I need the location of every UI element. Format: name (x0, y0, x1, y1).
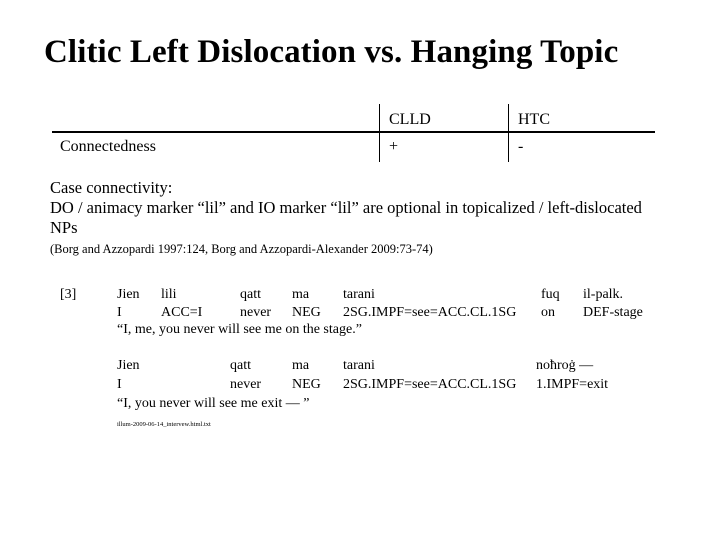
table-header-rule (52, 131, 655, 133)
table-row-label: Connectedness (60, 138, 156, 155)
table-header-htc: HTC (518, 111, 550, 128)
example-source: illum-2009-06-14_intervew.html.txt (117, 421, 211, 428)
example-b-gloss: never (230, 377, 262, 392)
example-b-gloss: 2SG.IMPF=see=ACC.CL.1SG (343, 377, 517, 392)
example-b-word: tarani (343, 358, 375, 373)
slide-title: Clitic Left Dislocation vs. Hanging Topic (44, 34, 619, 70)
table-column-divider (379, 104, 380, 162)
example-b-gloss: 1.IMPF=exit (536, 377, 609, 392)
example-b-word: ma (292, 358, 310, 373)
example-a-word: tarani (343, 287, 375, 302)
example-b-word: qatt (230, 358, 251, 373)
case-connectivity-heading: Case connectivity: (50, 178, 173, 197)
example-a-gloss: I (117, 305, 122, 320)
example-a-word: Jien (117, 287, 140, 302)
case-connectivity-body: DO / animacy marker “lil” and IO marker “lil” are optional in topicalized / left-dislocated NPs (50, 198, 642, 237)
example-a-word: il-palk. (583, 287, 624, 302)
example-a-gloss: on (541, 305, 555, 320)
example-b-translation: “I, you never will see me exit — ” (117, 396, 310, 411)
table-header-clld: CLLD (389, 111, 431, 128)
example-a-word: ma (292, 287, 310, 302)
example-a-gloss: NEG (292, 305, 321, 320)
example-a-gloss: DEF-stage (583, 305, 643, 320)
example-a-word: fuq (541, 287, 560, 302)
example-a-word: qatt (240, 287, 261, 302)
citation: (Borg and Azzopardi 1997:124, Borg and Azzopardi-Alexander 2009:73-74) (50, 242, 433, 256)
example-a-word: lili (161, 287, 177, 302)
example-b-word: Jien (117, 358, 140, 373)
example-a-gloss: 2SG.IMPF=see=ACC.CL.1SG (343, 305, 517, 320)
case-connectivity-text (50, 178, 650, 238)
table-cell-htc: - (518, 138, 524, 155)
example-b-word: noħroġ — (536, 358, 594, 373)
table-column-divider (508, 104, 509, 162)
example-b-gloss: NEG (292, 377, 321, 392)
example-b-gloss: I (117, 377, 122, 392)
table-cell-clld: + (389, 138, 399, 155)
example-a-gloss: never (240, 305, 272, 320)
example-a-translation: “I, me, you never will see me on the stage.” (117, 322, 362, 337)
example-a-gloss: ACC=I (161, 305, 203, 320)
example-number: [3] (60, 287, 77, 302)
